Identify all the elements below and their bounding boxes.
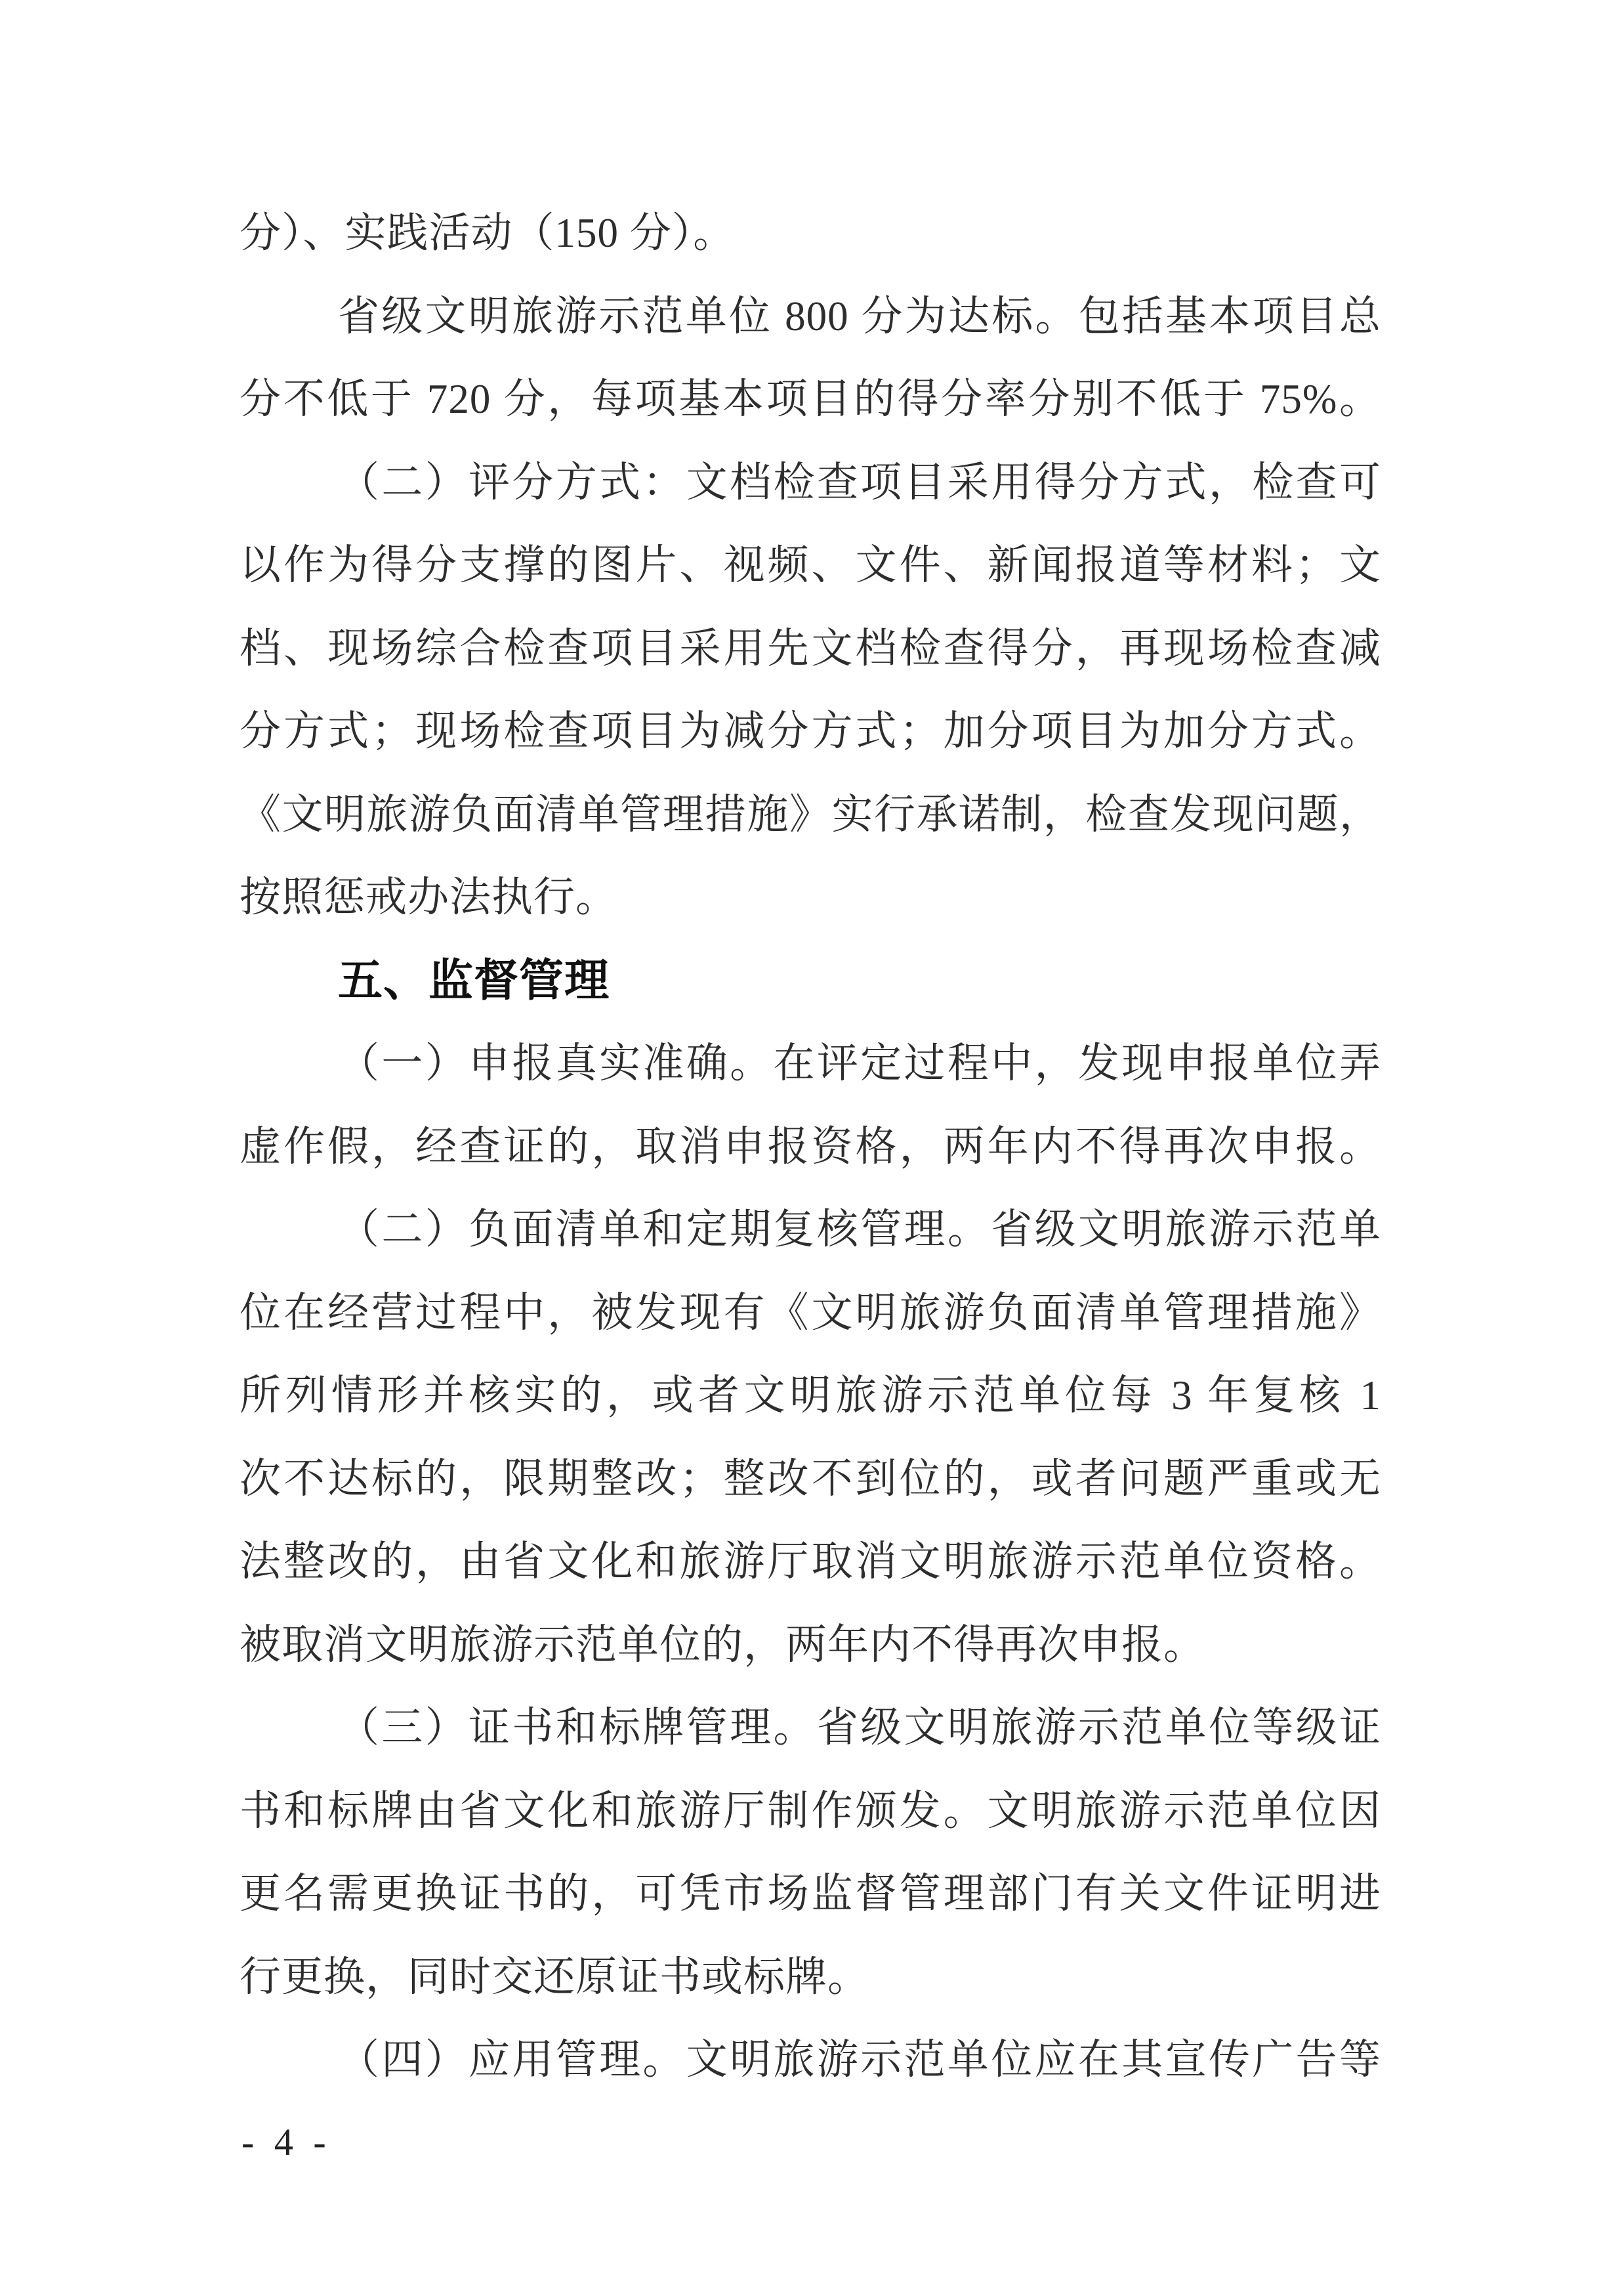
text-line: 被取消文明旅游示范单位的，两年内不得再次申报。	[239, 1621, 1205, 1668]
text-line: 档、现场综合检查项目采用先文档检查得分，再现场检查减	[239, 625, 1381, 671]
text-line: （二）评分方式：文档检查项目采用得分方式，检查可	[338, 459, 1381, 505]
text-line: 法整改的，由省文化和旅游厅取消文明旅游示范单位资格。	[239, 1539, 1381, 1584]
text-line: （二）负面清单和定期复核管理。省级文明旅游示范单	[338, 1206, 1381, 1252]
text-line: （三）证书和标牌管理。省级文明旅游示范单位等级证	[338, 1705, 1381, 1751]
text-line: 分）、实践活动（150 分）。	[239, 210, 736, 256]
text-line: 省级文明旅游示范单位 800 分为达标。包括基本项目总	[338, 293, 1381, 339]
text-line: 虚作假，经查证的，取消申报资格，两年内不得再次申报。	[239, 1123, 1381, 1170]
text-line: 行更换，同时交还原证书或标牌。	[239, 1953, 869, 2000]
section-heading: 五、监督管理	[338, 955, 610, 1006]
text-line: 按照惩戒办法执行。	[239, 874, 617, 920]
text-line: （一）申报真实准确。在评定过程中，发现申报单位弄	[338, 1040, 1381, 1086]
text-line: 更名需更换证书的，可凭市场监督管理部门有关文件证明进	[239, 1871, 1381, 1917]
text-line: （四）应用管理。文明旅游示范单位应在其宣传广告等	[338, 2037, 1381, 2083]
text-line: 分方式；现场检查项目为减分方式；加分项目为加分方式。	[239, 708, 1381, 754]
text-line: 所列情形并核实的，或者文明旅游示范单位每 3 年复核 1	[239, 1372, 1381, 1418]
text-line: 分不低于 720 分，每项基本项目的得分率分别不低于 75%。	[239, 376, 1381, 422]
text-line: 次不达标的，限期整改；整改不到位的，或者问题严重或无	[239, 1455, 1381, 1502]
text-line: 以作为得分支撑的图片、视频、文件、新闻报道等材料；文	[239, 542, 1381, 588]
page-number: - 4 -	[241, 2121, 331, 2163]
text-line: 位在经营过程中，被发现有《文明旅游负面清单管理措施》	[239, 1289, 1381, 1336]
text-line: 《文明旅游负面清单管理措施》实行承诺制，检查发现问题，	[239, 791, 1381, 838]
text-line: 书和标牌由省文化和旅游厅制作颁发。文明旅游示范单位因	[239, 1787, 1381, 1834]
document-body	[239, 192, 1381, 2102]
